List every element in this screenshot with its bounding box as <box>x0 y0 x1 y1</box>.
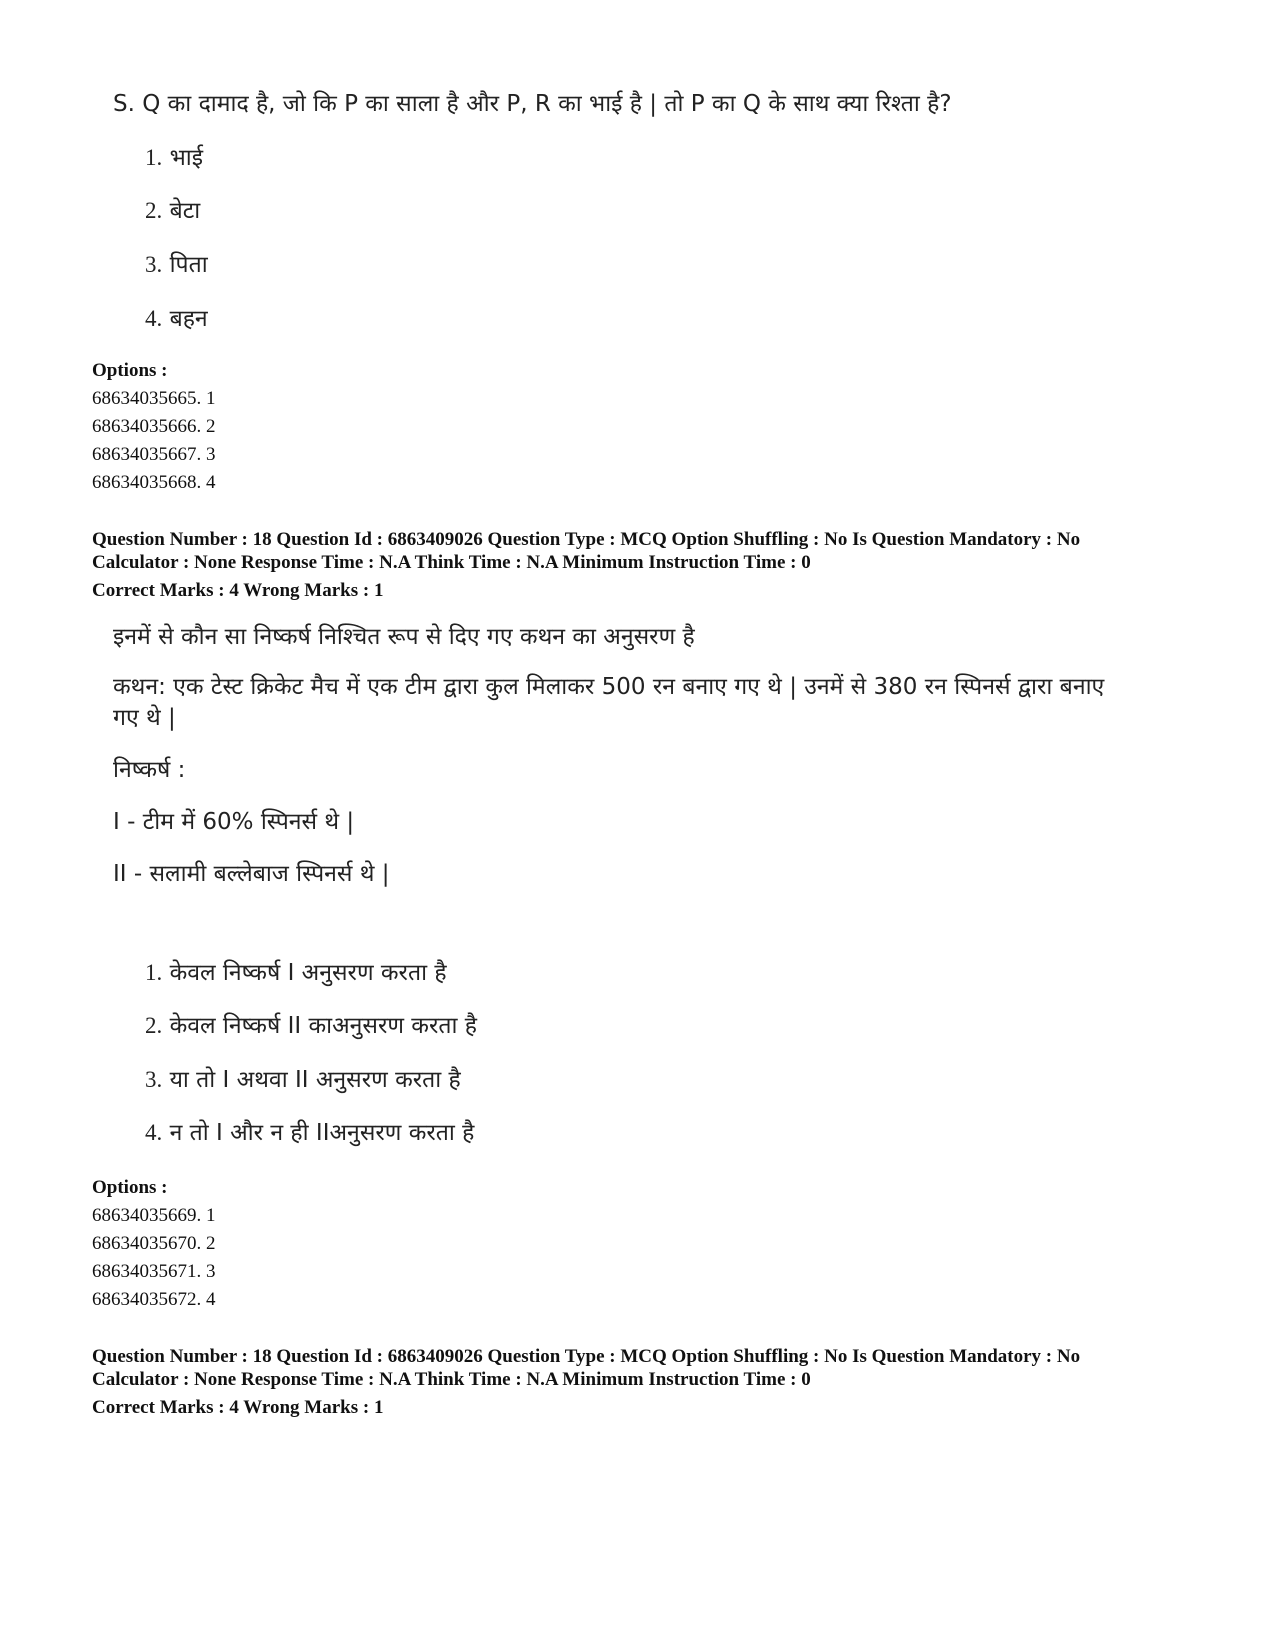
choice-text: बेटा <box>169 198 201 224</box>
question-18-statement: कथन: एक टेस्ट क्रिकेट मैच में एक टीम द्वारा कुल मिलाकर 500 रन बनाए गए थे | उनमें से 380 रन स्पिनर्स द्वारा बनाए गए थे | <box>113 674 1105 731</box>
meta-line: Question Number : 18 Question Id : 6863409026 Question Type : MCQ Option Shuffling : No Is Question Mandatory : No <box>92 1346 1081 1367</box>
choice-number: 1. <box>145 145 163 170</box>
meta-line: Question Number : 18 Question Id : 6863409026 Question Type : MCQ Option Shuffling : No Is Question Mandatory : No <box>92 529 1081 550</box>
question-18-choice-4 <box>145 1115 474 1147</box>
choice-number: 2. <box>145 198 163 223</box>
option-id: 68634035666. 2 <box>92 416 216 437</box>
option-id: 68634035671. 3 <box>92 1261 216 1282</box>
choice-number: 4. <box>145 1120 163 1145</box>
choice-text: केवल निष्कर्ष I अनुसरण करता है <box>169 960 447 986</box>
choice-number: 2. <box>145 1013 163 1038</box>
question-17-choice-3 <box>145 247 208 279</box>
choice-text: केवल निष्कर्ष II काअनुसरण करता है <box>169 1013 477 1039</box>
question-18-choice-1 <box>145 955 447 987</box>
question-19-marks: Correct Marks : 4 Wrong Marks : 1 <box>92 1397 384 1418</box>
conclusion-1: I - टीम में 60% स्पिनर्स थे | <box>113 809 355 835</box>
conclusion-2: II - सलामी बल्लेबाज स्पिनर्स थे | <box>113 861 390 887</box>
option-id: 68634035667. 3 <box>92 444 216 465</box>
choice-text: भाई <box>169 145 203 171</box>
choice-text: या तो I अथवा II अनुसरण करता है <box>169 1067 461 1093</box>
choice-text: पिता <box>169 252 208 278</box>
question-17-text: S. Q का दामाद है, जो कि P का साला है और P, R का भाई है | तो P का Q के साथ क्या रिश्ता है? <box>113 91 952 117</box>
question-18-prompt: इनमें से कौन सा निष्कर्ष निश्चित रूप से दिए गए कथन का अनुसरण है <box>113 624 695 650</box>
choice-text: बहन <box>169 306 208 332</box>
question-18-choice-3 <box>145 1062 461 1094</box>
choice-number: 3. <box>145 1067 163 1092</box>
choice-number: 3. <box>145 252 163 277</box>
choice-text: न तो I और न ही IIअनुसरण करता है <box>169 1120 475 1146</box>
question-17-choice-4 <box>145 301 208 333</box>
choice-number: 4. <box>145 306 163 331</box>
question-18-meta <box>92 528 1080 574</box>
option-id: 68634035670. 2 <box>92 1233 216 1254</box>
options-list <box>92 1202 216 1314</box>
question-17-choice-2 <box>145 193 200 225</box>
meta-line: Calculator : None Response Time : N.A Think Time : N.A Minimum Instruction Time : 0 <box>92 552 811 573</box>
question-18-choice-2 <box>145 1008 477 1040</box>
option-id: 68634035672. 4 <box>92 1289 216 1310</box>
options-label: Options : <box>92 360 168 381</box>
option-id: 68634035669. 1 <box>92 1205 216 1226</box>
options-list <box>92 385 216 497</box>
question-18-marks: Correct Marks : 4 Wrong Marks : 1 <box>92 580 384 601</box>
question-19-meta <box>92 1345 1080 1391</box>
option-id: 68634035668. 4 <box>92 472 216 493</box>
question-17-choice-1 <box>145 140 203 172</box>
choice-number: 1. <box>145 960 163 985</box>
option-id: 68634035665. 1 <box>92 388 216 409</box>
conclusion-label: निष्कर्ष : <box>113 757 186 783</box>
options-label: Options : <box>92 1177 168 1198</box>
meta-line: Calculator : None Response Time : N.A Think Time : N.A Minimum Instruction Time : 0 <box>92 1369 811 1390</box>
